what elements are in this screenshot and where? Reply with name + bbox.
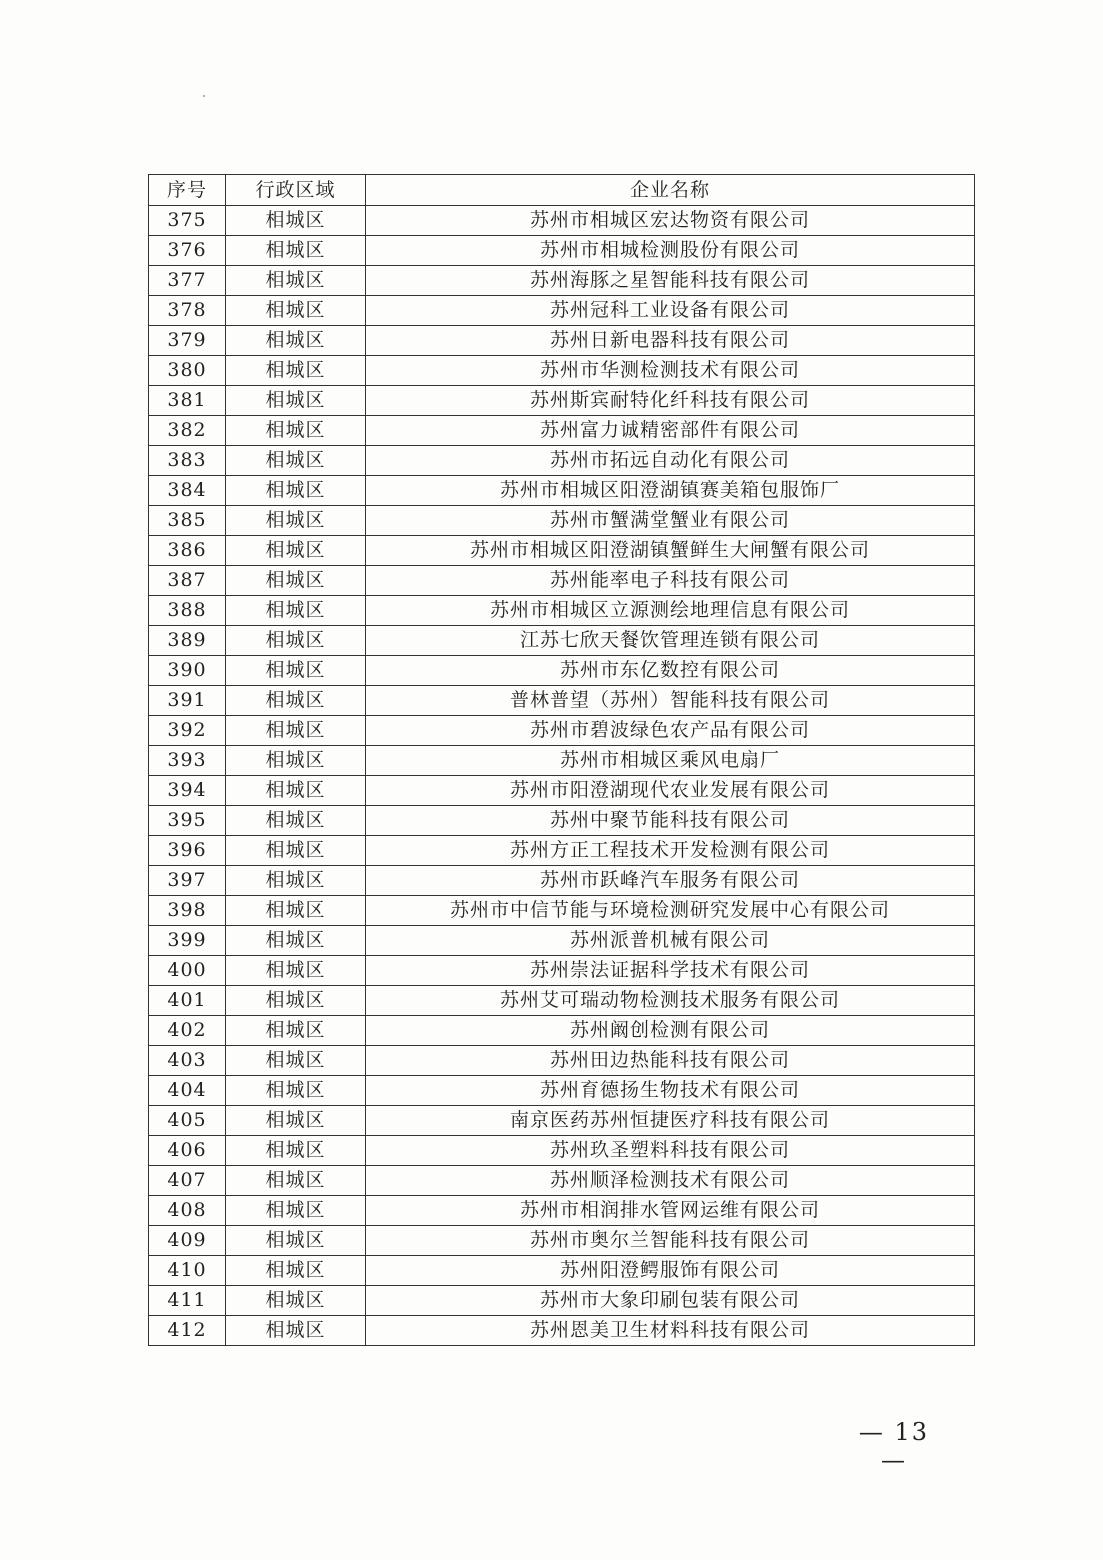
cell-company-name: 苏州市大象印刷包装有限公司 — [366, 1286, 975, 1316]
cell-company-name: 苏州市拓远自动化有限公司 — [366, 446, 975, 476]
cell-district: 相城区 — [226, 206, 366, 236]
cell-index: 394 — [149, 776, 226, 806]
cell-index: 411 — [149, 1286, 226, 1316]
cell-company-name: 苏州玖圣塑料科技有限公司 — [366, 1136, 975, 1166]
cell-index: 402 — [149, 1016, 226, 1046]
cell-company-name: 苏州市碧波绿色农产品有限公司 — [366, 716, 975, 746]
table-row — [149, 896, 975, 926]
cell-company-name: 苏州能率电子科技有限公司 — [366, 566, 975, 596]
cell-company-name: 普林普望（苏州）智能科技有限公司 — [366, 686, 975, 716]
table-row — [149, 626, 975, 656]
cell-district: 相城区 — [226, 1166, 366, 1196]
cell-district: 相城区 — [226, 296, 366, 326]
table-row — [149, 926, 975, 956]
table-row — [149, 836, 975, 866]
cell-index: 397 — [149, 866, 226, 896]
cell-district: 相城区 — [226, 1106, 366, 1136]
table-row — [149, 986, 975, 1016]
table-row — [149, 1316, 975, 1346]
table-row — [149, 266, 975, 296]
table-body — [149, 206, 975, 1346]
cell-index: 377 — [149, 266, 226, 296]
cell-company-name: 苏州市相城区立源测绘地理信息有限公司 — [366, 596, 975, 626]
cell-index: 388 — [149, 596, 226, 626]
cell-index: 395 — [149, 806, 226, 836]
cell-district: 相城区 — [226, 776, 366, 806]
cell-index: 403 — [149, 1046, 226, 1076]
cell-district: 相城区 — [226, 1286, 366, 1316]
cell-district: 相城区 — [226, 1316, 366, 1346]
table-row — [149, 776, 975, 806]
cell-district: 相城区 — [226, 416, 366, 446]
table-header-row — [149, 175, 975, 206]
table-row — [149, 1256, 975, 1286]
cell-district: 相城区 — [226, 506, 366, 536]
cell-company-name: 苏州富力诚精密部件有限公司 — [366, 416, 975, 446]
cell-company-name: 苏州市奥尔兰智能科技有限公司 — [366, 1226, 975, 1256]
cell-index: 408 — [149, 1196, 226, 1226]
table-row — [149, 1166, 975, 1196]
cell-company-name: 苏州恩美卫生材料科技有限公司 — [366, 1316, 975, 1346]
cell-district: 相城区 — [226, 896, 366, 926]
cell-company-name: 苏州市中信节能与环境检测研究发展中心有限公司 — [366, 896, 975, 926]
table-row — [149, 1016, 975, 1046]
table-row — [149, 326, 975, 356]
cell-district: 相城区 — [226, 596, 366, 626]
table-row — [149, 1076, 975, 1106]
table-row — [149, 296, 975, 326]
cell-district: 相城区 — [226, 326, 366, 356]
cell-district: 相城区 — [226, 1016, 366, 1046]
cell-company-name: 苏州艾可瑞动物检测技术服务有限公司 — [366, 986, 975, 1016]
cell-index: 400 — [149, 956, 226, 986]
cell-district: 相城区 — [226, 716, 366, 746]
table-row — [149, 566, 975, 596]
cell-district: 相城区 — [226, 686, 366, 716]
header-district: 行政区域 — [226, 175, 366, 206]
cell-company-name: 苏州方正工程技术开发检测有限公司 — [366, 836, 975, 866]
cell-company-name: 江苏七欣天餐饮管理连锁有限公司 — [366, 626, 975, 656]
cell-index: 392 — [149, 716, 226, 746]
table-row — [149, 1136, 975, 1166]
cell-index: 378 — [149, 296, 226, 326]
cell-district: 相城区 — [226, 1136, 366, 1166]
table-row — [149, 1226, 975, 1256]
cell-company-name: 苏州市相城区阳澄湖镇蟹鲜生大闸蟹有限公司 — [366, 536, 975, 566]
table-row — [149, 536, 975, 566]
cell-company-name: 苏州田边热能科技有限公司 — [366, 1046, 975, 1076]
cell-district: 相城区 — [226, 356, 366, 386]
cell-company-name: 苏州市东亿数控有限公司 — [366, 656, 975, 686]
table-row — [149, 806, 975, 836]
cell-index: 379 — [149, 326, 226, 356]
cell-company-name: 苏州阚创检测有限公司 — [366, 1016, 975, 1046]
cell-district: 相城区 — [226, 836, 366, 866]
cell-district: 相城区 — [226, 986, 366, 1016]
cell-company-name: 苏州市相城检测股份有限公司 — [366, 236, 975, 266]
cell-company-name: 苏州市相城区乘风电扇厂 — [366, 746, 975, 776]
cell-company-name: 苏州市跃峰汽车服务有限公司 — [366, 866, 975, 896]
table-row — [149, 206, 975, 236]
cell-district: 相城区 — [226, 746, 366, 776]
cell-district: 相城区 — [226, 806, 366, 836]
table-row — [149, 416, 975, 446]
cell-district: 相城区 — [226, 1076, 366, 1106]
cell-index: 391 — [149, 686, 226, 716]
cell-company-name: 苏州中聚节能科技有限公司 — [366, 806, 975, 836]
cell-company-name: 苏州海豚之星智能科技有限公司 — [366, 266, 975, 296]
cell-index: 387 — [149, 566, 226, 596]
cell-district: 相城区 — [226, 926, 366, 956]
table-row — [149, 956, 975, 986]
cell-index: 381 — [149, 386, 226, 416]
cell-district: 相城区 — [226, 476, 366, 506]
table-row — [149, 866, 975, 896]
cell-company-name: 南京医药苏州恒捷医疗科技有限公司 — [366, 1106, 975, 1136]
cell-district: 相城区 — [226, 386, 366, 416]
table-row — [149, 686, 975, 716]
cell-company-name: 苏州日新电器科技有限公司 — [366, 326, 975, 356]
cell-company-name: 苏州斯宾耐特化纤科技有限公司 — [366, 386, 975, 416]
enterprise-table — [148, 174, 975, 1346]
cell-district: 相城区 — [226, 656, 366, 686]
table-row — [149, 656, 975, 686]
cell-index: 375 — [149, 206, 226, 236]
cell-index: 376 — [149, 236, 226, 266]
cell-index: 384 — [149, 476, 226, 506]
cell-company-name: 苏州市华测检测技术有限公司 — [366, 356, 975, 386]
cell-company-name: 苏州阳澄鳄服饰有限公司 — [366, 1256, 975, 1286]
table-row — [149, 1196, 975, 1226]
cell-district: 相城区 — [226, 1226, 366, 1256]
page-number: — 13 — — [858, 1418, 930, 1474]
cell-index: 404 — [149, 1076, 226, 1106]
table-row — [149, 506, 975, 536]
cell-district: 相城区 — [226, 626, 366, 656]
cell-company-name: 苏州派普机械有限公司 — [366, 926, 975, 956]
cell-index: 405 — [149, 1106, 226, 1136]
cell-index: 386 — [149, 536, 226, 566]
header-index: 序号 — [149, 175, 226, 206]
cell-company-name: 苏州育德扬生物技术有限公司 — [366, 1076, 975, 1106]
table-row — [149, 1286, 975, 1316]
cell-index: 412 — [149, 1316, 226, 1346]
cell-district: 相城区 — [226, 446, 366, 476]
cell-company-name: 苏州市蟹满堂蟹业有限公司 — [366, 506, 975, 536]
cell-district: 相城区 — [226, 266, 366, 296]
cell-district: 相城区 — [226, 956, 366, 986]
table-row — [149, 236, 975, 266]
cell-index: 380 — [149, 356, 226, 386]
cell-district: 相城区 — [226, 236, 366, 266]
cell-company-name: 苏州市相润排水管网运维有限公司 — [366, 1196, 975, 1226]
cell-district: 相城区 — [226, 566, 366, 596]
cell-district: 相城区 — [226, 1256, 366, 1286]
header-company-name: 企业名称 — [366, 175, 975, 206]
table-row — [149, 746, 975, 776]
cell-index: 396 — [149, 836, 226, 866]
table-row — [149, 356, 975, 386]
cell-company-name: 苏州顺泽检测技术有限公司 — [366, 1166, 975, 1196]
cell-index: 410 — [149, 1256, 226, 1286]
cell-company-name: 苏州崇法证据科学技术有限公司 — [366, 956, 975, 986]
cell-company-name: 苏州市阳澄湖现代农业发展有限公司 — [366, 776, 975, 806]
cell-index: 383 — [149, 446, 226, 476]
table-row — [149, 1046, 975, 1076]
cell-company-name: 苏州冠科工业设备有限公司 — [366, 296, 975, 326]
cell-index: 382 — [149, 416, 226, 446]
cell-company-name: 苏州市相城区宏达物资有限公司 — [366, 206, 975, 236]
cell-index: 406 — [149, 1136, 226, 1166]
table-row — [149, 386, 975, 416]
cell-index: 407 — [149, 1166, 226, 1196]
cell-company-name: 苏州市相城区阳澄湖镇赛美箱包服饰厂 — [366, 476, 975, 506]
scan-speck — [203, 95, 205, 97]
cell-index: 398 — [149, 896, 226, 926]
cell-district: 相城区 — [226, 536, 366, 566]
cell-district: 相城区 — [226, 1046, 366, 1076]
table-row — [149, 716, 975, 746]
table-row — [149, 476, 975, 506]
cell-index: 393 — [149, 746, 226, 776]
cell-index: 389 — [149, 626, 226, 656]
table-row — [149, 1106, 975, 1136]
cell-index: 401 — [149, 986, 226, 1016]
table-row — [149, 596, 975, 626]
table-row — [149, 446, 975, 476]
cell-index: 399 — [149, 926, 226, 956]
cell-index: 409 — [149, 1226, 226, 1256]
cell-district: 相城区 — [226, 866, 366, 896]
cell-index: 385 — [149, 506, 226, 536]
cell-index: 390 — [149, 656, 226, 686]
cell-district: 相城区 — [226, 1196, 366, 1226]
